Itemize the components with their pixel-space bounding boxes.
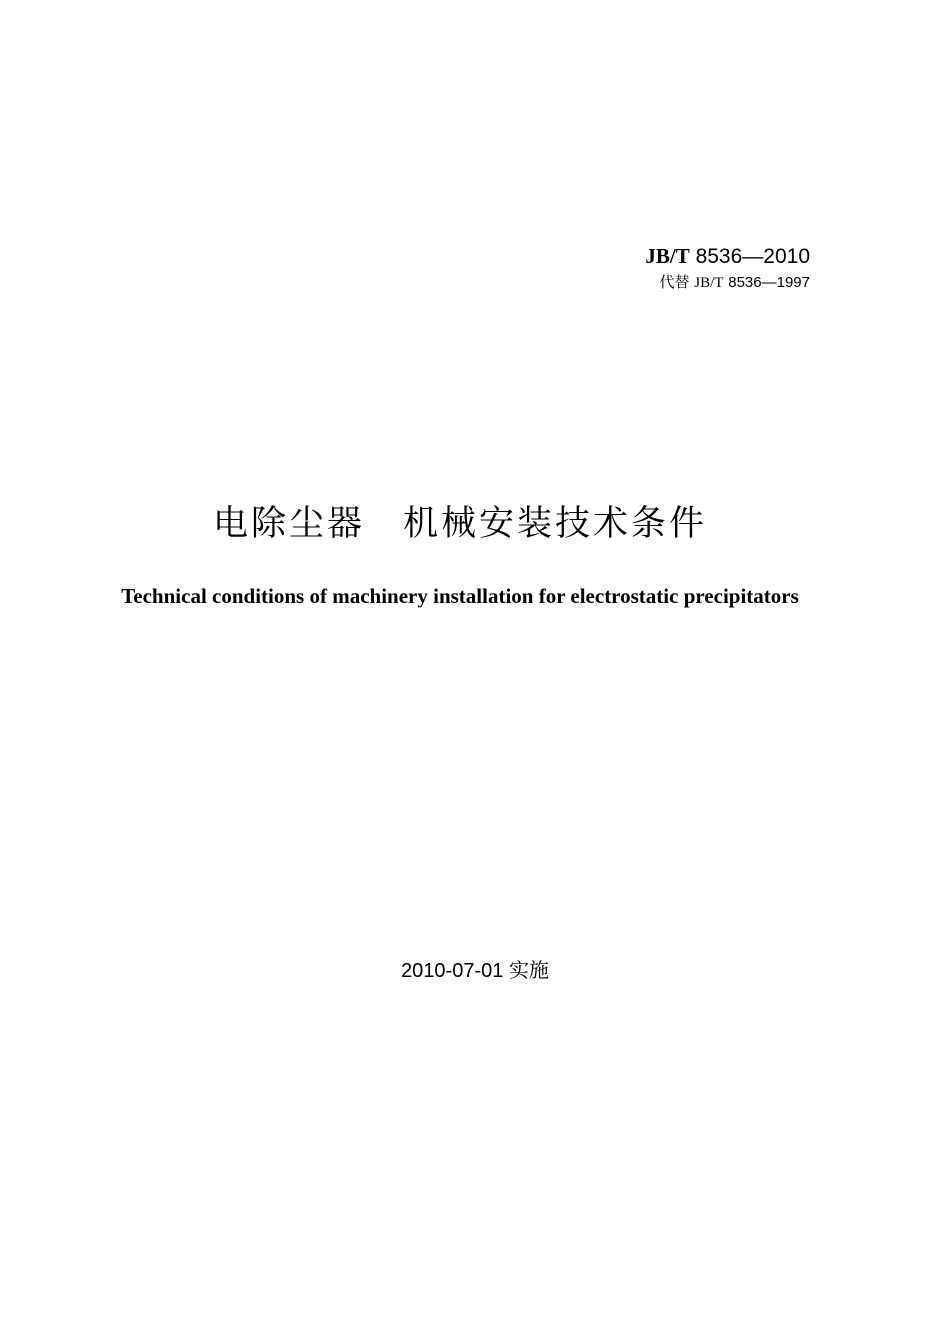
standard-code: JB/T	[645, 244, 690, 268]
implementation-label: 实施	[508, 958, 549, 982]
replaces-line	[645, 272, 810, 293]
implementation-line	[0, 956, 950, 985]
replaces-code: JB/T	[694, 275, 724, 291]
replaces-number: 8536—1997	[728, 274, 810, 291]
replaces-label: 代替	[659, 273, 690, 291]
title-english: Technical conditions of machinery installation for electrostatic precipitators	[121, 584, 799, 608]
implementation-date: 2010-07-01	[401, 960, 504, 982]
title-chinese: 电除尘器 机械安装技术条件	[212, 504, 707, 544]
standard-identifier-block	[645, 243, 810, 293]
standard-number	[645, 243, 810, 270]
standard-number-value: 8536—2010	[695, 245, 810, 268]
